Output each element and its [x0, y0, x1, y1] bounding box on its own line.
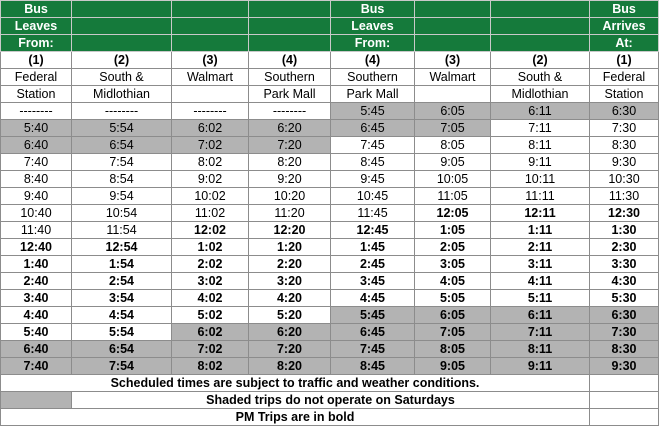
time-cell: 6:05 [415, 307, 491, 324]
notes-row [1, 392, 659, 409]
time-cell: 7:20 [249, 341, 331, 358]
time-cell: 10:45 [331, 188, 415, 205]
time-cell: 9:30 [590, 358, 659, 375]
time-cell: 9:40 [1, 188, 72, 205]
bold-note: PM Trips are in bold [1, 409, 590, 426]
stop-number-row [1, 52, 659, 69]
time-cell: 7:30 [590, 120, 659, 137]
time-cell: -------- [72, 103, 172, 120]
time-cell: 3:20 [249, 273, 331, 290]
stop-number: (1) [1, 52, 72, 69]
stop-number: (4) [331, 52, 415, 69]
stop-name: Midlothian [72, 86, 172, 103]
time-cell: 11:05 [415, 188, 491, 205]
notes-row [1, 375, 659, 392]
table-row [1, 205, 659, 222]
time-cell: -------- [172, 103, 249, 120]
time-cell: 12:54 [72, 239, 172, 256]
time-cell: 4:30 [590, 273, 659, 290]
stop-name: South & [72, 69, 172, 86]
time-cell: 11:11 [491, 188, 590, 205]
time-cell: 6:54 [72, 341, 172, 358]
time-cell: 12:05 [415, 205, 491, 222]
time-cell: 12:11 [491, 205, 590, 222]
time-cell: 9:05 [415, 154, 491, 171]
time-cell: 12:30 [590, 205, 659, 222]
header-right-line2: Arrives [590, 18, 659, 35]
stop-name: Southern [249, 69, 331, 86]
time-cell: 10:11 [491, 171, 590, 188]
time-cell: 10:30 [590, 171, 659, 188]
time-cell: 12:02 [172, 222, 249, 239]
notes-row [1, 409, 659, 426]
time-cell: 2:05 [415, 239, 491, 256]
time-cell: 7:40 [1, 358, 72, 375]
time-cell: 9:11 [491, 154, 590, 171]
time-cell: 8:20 [249, 154, 331, 171]
stop-number: (2) [491, 52, 590, 69]
time-cell: 12:45 [331, 222, 415, 239]
time-cell: 1:45 [331, 239, 415, 256]
time-cell: 7:11 [491, 324, 590, 341]
time-cell: 9:54 [72, 188, 172, 205]
header-left-line1: Bus [1, 1, 72, 18]
time-cell: 7:30 [590, 324, 659, 341]
time-cell: 2:02 [172, 256, 249, 273]
time-cell: 3:02 [172, 273, 249, 290]
time-cell: 1:40 [1, 256, 72, 273]
time-cell: 3:54 [72, 290, 172, 307]
time-cell: 5:40 [1, 324, 72, 341]
time-cell: 3:30 [590, 256, 659, 273]
time-cell: 2:20 [249, 256, 331, 273]
time-cell: 8:45 [331, 358, 415, 375]
header-mid-line1: Bus [331, 1, 415, 18]
time-cell: 1:02 [172, 239, 249, 256]
table-row [1, 341, 659, 358]
stop-name: Park Mall [249, 86, 331, 103]
time-cell: 5:45 [331, 307, 415, 324]
time-cell: 6:45 [331, 324, 415, 341]
time-cell: 6:54 [72, 137, 172, 154]
time-cell: 5:30 [590, 290, 659, 307]
time-cell: 11:02 [172, 205, 249, 222]
time-cell: 11:45 [331, 205, 415, 222]
time-cell: 8:30 [590, 341, 659, 358]
stop-name: Station [1, 86, 72, 103]
time-cell: 9:02 [172, 171, 249, 188]
time-cell: 11:40 [1, 222, 72, 239]
schedule-times [1, 103, 659, 375]
time-cell: 5:54 [72, 120, 172, 137]
time-cell: 2:54 [72, 273, 172, 290]
time-cell: 9:05 [415, 358, 491, 375]
shaded-note: Shaded trips do not operate on Saturdays [72, 392, 590, 409]
time-cell: 6:40 [1, 341, 72, 358]
time-cell: 10:05 [415, 171, 491, 188]
time-cell: 11:20 [249, 205, 331, 222]
time-cell: 7:54 [72, 154, 172, 171]
time-cell: -------- [249, 103, 331, 120]
stop-number: (3) [415, 52, 491, 69]
header-row [1, 18, 659, 35]
table-row [1, 290, 659, 307]
time-cell: 5:20 [249, 307, 331, 324]
time-cell: 8:05 [415, 137, 491, 154]
time-cell: -------- [1, 103, 72, 120]
time-cell: 7:40 [1, 154, 72, 171]
header-row [1, 35, 659, 52]
stop-name: Walmart [415, 69, 491, 86]
time-cell: 3:45 [331, 273, 415, 290]
stop-name: Federal [590, 69, 659, 86]
stop-name: Park Mall [331, 86, 415, 103]
time-cell: 5:02 [172, 307, 249, 324]
table-row [1, 239, 659, 256]
time-cell: 6:05 [415, 103, 491, 120]
time-cell: 6:45 [331, 120, 415, 137]
time-cell: 7:05 [415, 120, 491, 137]
time-cell: 7:20 [249, 137, 331, 154]
time-cell: 5:11 [491, 290, 590, 307]
time-cell: 5:45 [331, 103, 415, 120]
time-cell: 1:11 [491, 222, 590, 239]
time-cell: 5:54 [72, 324, 172, 341]
time-cell: 8:05 [415, 341, 491, 358]
stop-name: Midlothian [491, 86, 590, 103]
time-cell: 6:30 [590, 103, 659, 120]
time-cell: 8:02 [172, 358, 249, 375]
table-row [1, 307, 659, 324]
time-cell: 7:02 [172, 137, 249, 154]
time-cell: 4:45 [331, 290, 415, 307]
time-cell: 8:45 [331, 154, 415, 171]
time-cell: 12:40 [1, 239, 72, 256]
header-right-line1: Bus [590, 1, 659, 18]
header-left-line2: Leaves [1, 18, 72, 35]
header-mid-line2: Leaves [331, 18, 415, 35]
stop-name [415, 86, 491, 103]
stop-name: Federal [1, 69, 72, 86]
time-cell: 8:40 [1, 171, 72, 188]
time-cell: 5:40 [1, 120, 72, 137]
table-row [1, 103, 659, 120]
time-cell: 8:20 [249, 358, 331, 375]
time-cell: 7:54 [72, 358, 172, 375]
time-cell: 10:54 [72, 205, 172, 222]
time-cell: 5:05 [415, 290, 491, 307]
time-cell: 9:30 [590, 154, 659, 171]
time-cell: 7:45 [331, 341, 415, 358]
stop-number: (1) [590, 52, 659, 69]
time-cell: 2:40 [1, 273, 72, 290]
stop-name: Walmart [172, 69, 249, 86]
time-cell: 6:20 [249, 120, 331, 137]
table-row [1, 137, 659, 154]
stop-name: South & [491, 69, 590, 86]
stop-name: Station [590, 86, 659, 103]
table-row [1, 188, 659, 205]
time-cell: 7:11 [491, 120, 590, 137]
time-cell: 4:20 [249, 290, 331, 307]
time-cell: 7:02 [172, 341, 249, 358]
time-cell: 6:40 [1, 137, 72, 154]
time-cell: 8:54 [72, 171, 172, 188]
stop-number: (4) [249, 52, 331, 69]
stop-name: Southern [331, 69, 415, 86]
time-cell: 4:05 [415, 273, 491, 290]
time-cell: 4:02 [172, 290, 249, 307]
table-row [1, 256, 659, 273]
stop-name-row [1, 86, 659, 103]
time-cell: 1:54 [72, 256, 172, 273]
shaded-legend-swatch [1, 392, 72, 409]
time-cell: 10:40 [1, 205, 72, 222]
time-cell: 3:05 [415, 256, 491, 273]
time-cell: 6:11 [491, 103, 590, 120]
time-cell: 8:30 [590, 137, 659, 154]
time-cell: 2:11 [491, 239, 590, 256]
time-cell: 7:45 [331, 137, 415, 154]
time-cell: 10:20 [249, 188, 331, 205]
time-cell: 12:20 [249, 222, 331, 239]
table-row [1, 171, 659, 188]
time-cell: 7:05 [415, 324, 491, 341]
time-cell: 8:11 [491, 341, 590, 358]
header-right-line3: At: [590, 35, 659, 52]
time-cell: 11:30 [590, 188, 659, 205]
time-cell: 9:11 [491, 358, 590, 375]
time-cell: 8:02 [172, 154, 249, 171]
table-row [1, 154, 659, 171]
table-row [1, 120, 659, 137]
time-cell: 2:45 [331, 256, 415, 273]
time-cell: 4:54 [72, 307, 172, 324]
table-row [1, 273, 659, 290]
time-cell: 9:45 [331, 171, 415, 188]
table-row [1, 358, 659, 375]
time-cell: 1:20 [249, 239, 331, 256]
stop-number: (3) [172, 52, 249, 69]
time-cell: 1:05 [415, 222, 491, 239]
stop-name-row [1, 69, 659, 86]
time-cell: 6:02 [172, 324, 249, 341]
header-left-line3: From: [1, 35, 72, 52]
time-cell: 10:02 [172, 188, 249, 205]
time-cell: 11:54 [72, 222, 172, 239]
table-row [1, 222, 659, 239]
time-cell: 4:40 [1, 307, 72, 324]
time-cell: 6:20 [249, 324, 331, 341]
stop-name [172, 86, 249, 103]
table-row [1, 324, 659, 341]
time-cell: 6:02 [172, 120, 249, 137]
time-cell: 8:11 [491, 137, 590, 154]
time-cell: 2:30 [590, 239, 659, 256]
conditions-note: Scheduled times are subject to traffic and weather conditions. [1, 375, 590, 392]
header-row [1, 1, 659, 18]
time-cell: 3:40 [1, 290, 72, 307]
time-cell: 3:11 [491, 256, 590, 273]
time-cell: 6:30 [590, 307, 659, 324]
stop-number: (2) [72, 52, 172, 69]
time-cell: 6:11 [491, 307, 590, 324]
time-cell: 1:30 [590, 222, 659, 239]
time-cell: 4:11 [491, 273, 590, 290]
header-mid-line3: From: [331, 35, 415, 52]
time-cell: 9:20 [249, 171, 331, 188]
